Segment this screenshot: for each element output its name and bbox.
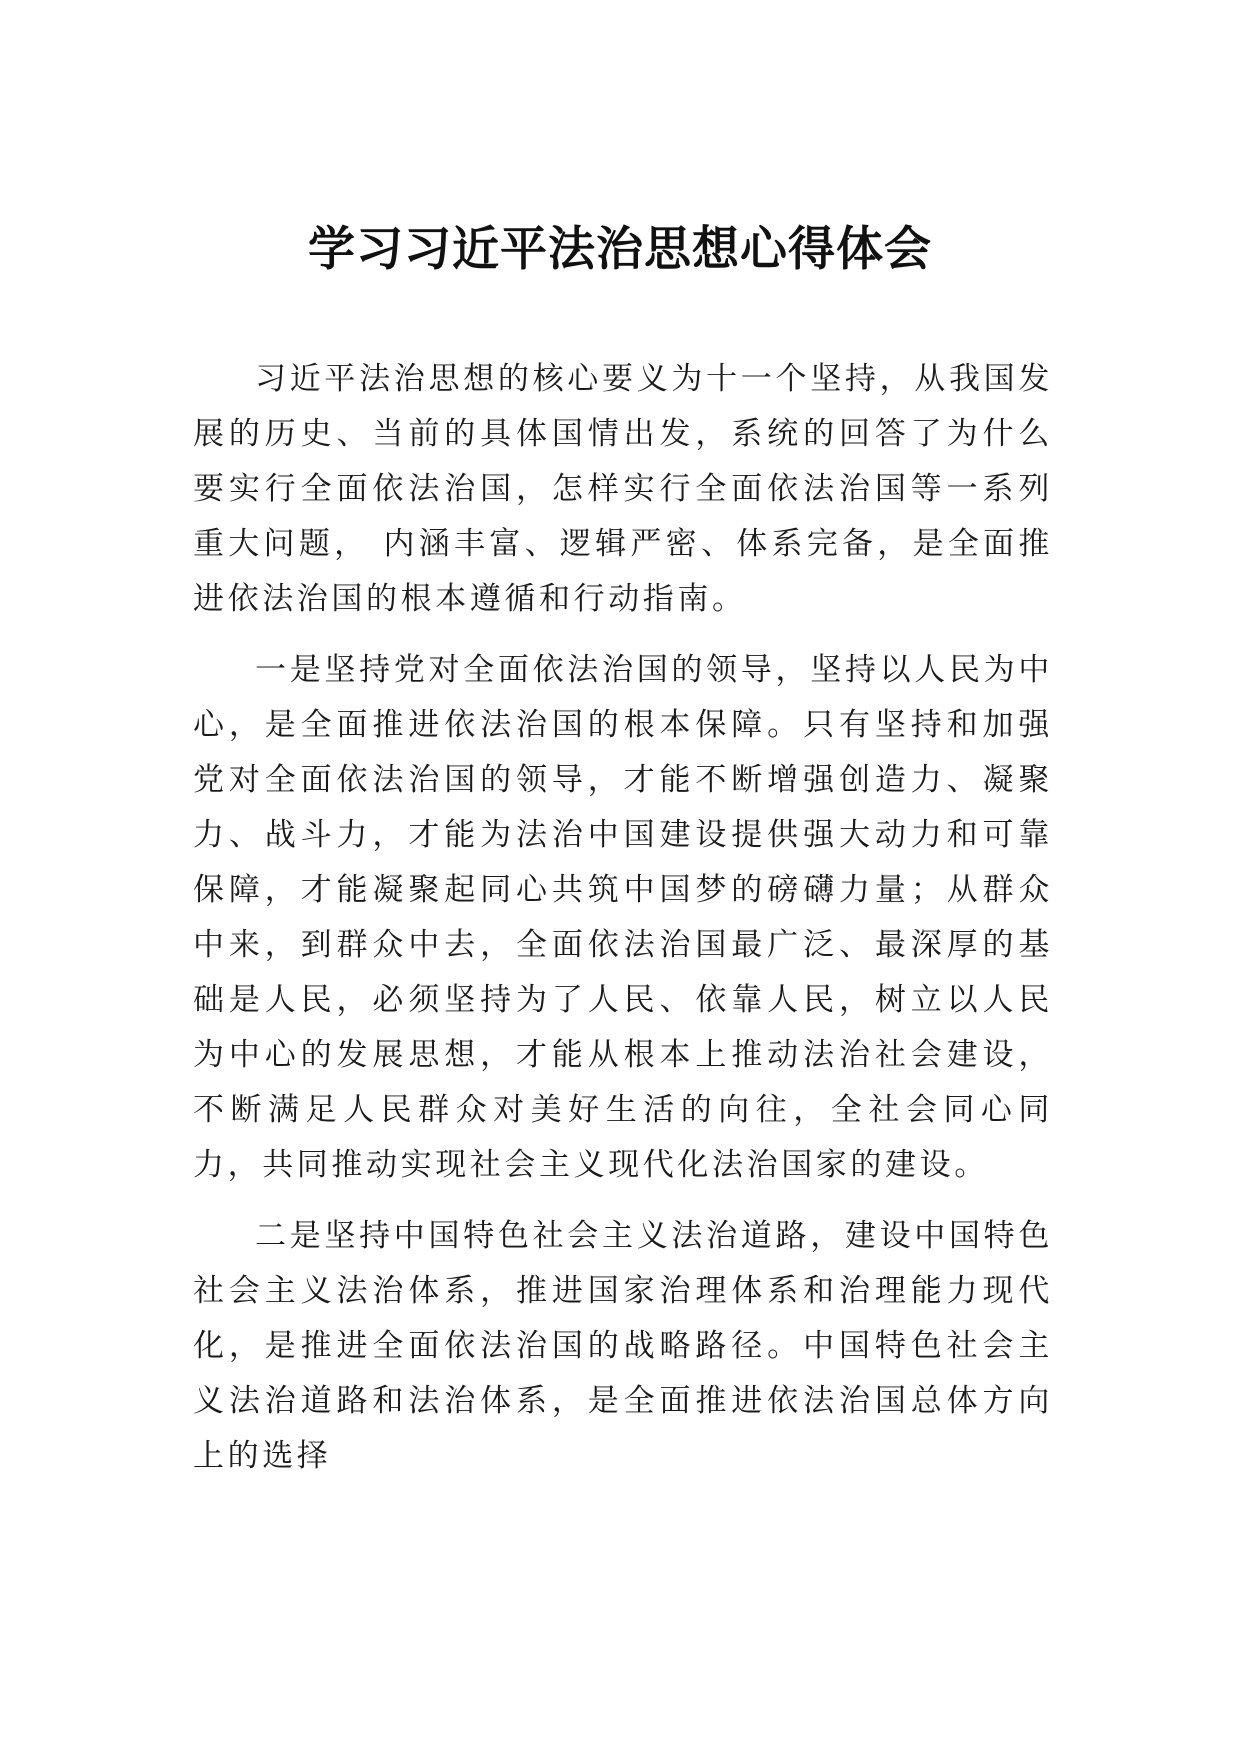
document-title: 学习习近平法治思想心得体会	[308, 222, 932, 277]
paragraph-intro: 习近平法治思想的核心要义为十一个坚持，从我国发展的历史、当前的具体国情出发，系统的回答了为什么要实行全面依法治国，怎样实行全面依法治国等一系列重大问题， 内涵丰富、逻辑严密、体系完备，是全面推进依法治国的根本遵循和行动指南。	[193, 361, 1053, 617]
paragraph-point-two: 二是坚持中国特色社会主义法治道路，建设中国特色社会主义法治体系，推进国家治理体系和治理能力现代化，是推进全面依法治国的战略路径。中国特色社会主义法治道路和法治体系，是全面推进依法治国总体方向上的选择	[193, 1218, 1053, 1474]
document-body	[193, 352, 1053, 1500]
paragraph-point-one: 一是坚持党对全面依法治国的领导，坚持以人民为中心，是全面推进依法治国的根本保障。只有坚持和加强党对全面依法治国的领导，才能不断增强创造力、凝聚力、战斗力，才能为法治中国建设提供强大动力和可靠保障，才能凝聚起同心共筑中国梦的磅礴力量；从群众中来，到群众中去，全面依法治国最广泛、最深厚的基础是人民，必须坚持为了人民、依靠人民，树立以人民为中心的发展思想，才能从根本上推动法治社会建设，不断满足人民群众对美好生活的向往，全社会同心同力，共同推动实现社会主义现代化法治国家的建设。	[193, 652, 1053, 1183]
